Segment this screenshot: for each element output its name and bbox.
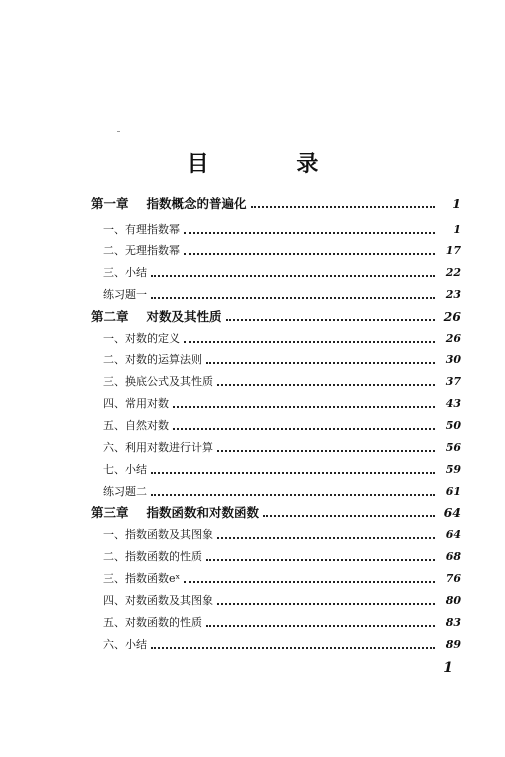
toc-entry-label [103, 594, 213, 608]
toc-section-row [91, 266, 461, 280]
toc-entry-text: 二、无理指数幂 [103, 244, 180, 257]
dot-leader [151, 493, 435, 496]
toc-page-number: 76 [445, 572, 461, 585]
toc-entry-text: 三、小结 [103, 266, 147, 279]
dot-leader [184, 340, 435, 343]
toc-entry-text: 五、自然对数 [103, 419, 169, 432]
toc-entry-text: 六、小结 [103, 638, 147, 651]
toc-page-number: 26 [445, 332, 461, 345]
toc-section-row [91, 244, 461, 258]
toc-entry-label [103, 419, 169, 433]
toc-exercise-row [91, 485, 461, 499]
toc-page-number: 1 [453, 223, 461, 236]
toc-entry-text: 五、对数函数的性质 [103, 616, 202, 629]
dot-leader [151, 646, 435, 649]
dot-leader [206, 361, 435, 364]
toc-page-number: 26 [443, 309, 461, 324]
dot-leader [217, 449, 435, 452]
toc-section-row [91, 463, 461, 477]
toc-page-number: 30 [445, 353, 461, 366]
toc-entry-label [91, 506, 259, 520]
toc-entry-label [103, 288, 147, 302]
dot-leader [151, 296, 435, 299]
toc-entry-label [103, 397, 169, 411]
toc-entry-text: 指数函数和对数函数 [146, 505, 260, 520]
toc-section-row [91, 353, 461, 367]
toc-entry-text: 二、对数的运算法则 [103, 353, 202, 366]
toc-entry-label [103, 463, 147, 477]
toc-page-number: 64 [443, 505, 461, 520]
toc-entry-text: 六、利用对数进行计算 [103, 441, 213, 454]
toc-chapter-row [91, 197, 461, 211]
dot-leader [184, 580, 435, 583]
toc-entry-label [103, 266, 147, 280]
toc-section-row [91, 332, 461, 346]
toc-page-number: 43 [445, 397, 461, 410]
toc-entry-text: 一、有理指数幂 [103, 223, 180, 236]
toc-entry-label [103, 550, 202, 564]
toc-entry-text: 二、指数函数的性质 [103, 550, 202, 563]
toc-entry-label [103, 375, 213, 389]
toc-section-row [91, 594, 461, 608]
toc-section-row [91, 616, 461, 630]
chapter-number: 第一章 [91, 196, 129, 211]
dot-leader [226, 318, 435, 321]
toc-entry-text: 七、小结 [103, 463, 147, 476]
toc-section-row [91, 528, 461, 542]
toc-entry-text: 四、常用对数 [103, 397, 169, 410]
chapter-number: 第三章 [91, 505, 129, 520]
toc-section-row [91, 397, 461, 411]
toc-page-number: 59 [445, 463, 461, 476]
toc-entry-text: 对数及其性质 [146, 309, 222, 324]
toc-section-row [91, 375, 461, 389]
dot-leader [251, 205, 435, 208]
toc-entry-text: 一、对数的定义 [103, 332, 180, 345]
toc-entry-text: 练习题二 [103, 485, 147, 498]
toc-section-row [91, 223, 461, 237]
dot-leader [184, 231, 435, 234]
toc-page-number: 23 [445, 288, 461, 301]
toc-entry-label [103, 485, 147, 499]
dot-leader [263, 514, 435, 517]
toc-entry-label [103, 223, 180, 237]
toc-page-number: 68 [445, 550, 461, 563]
toc-entry-label [103, 244, 180, 258]
toc-entry-label [103, 616, 202, 630]
toc-page-number: 89 [445, 638, 461, 651]
toc-entry-label [103, 332, 180, 346]
dot-leader [217, 602, 435, 605]
toc-page-number: 80 [445, 594, 461, 607]
toc-section-row [91, 441, 461, 455]
toc-entry-text: 练习题一 [103, 288, 147, 301]
toc-page-number: 22 [445, 266, 461, 279]
toc-entry-label [91, 197, 247, 211]
dot-leader [206, 624, 435, 627]
page-title: 目 录 [186, 152, 359, 177]
toc-entry-text: 指数概念的普遍化 [146, 196, 247, 211]
toc-entry-label [91, 310, 222, 324]
toc-page-number: 37 [445, 375, 461, 388]
toc-entry-text: 一、指数函数及其图象 [103, 528, 213, 541]
toc-page-number: 61 [445, 485, 461, 498]
dot-leader [151, 274, 435, 277]
dot-leader [217, 536, 435, 539]
toc-page-number: 17 [445, 244, 461, 257]
toc-entry-text: 四、对数函数及其图象 [103, 594, 213, 607]
toc-exercise-row [91, 288, 461, 302]
toc-entry-label [103, 441, 213, 455]
toc-page-number: 50 [445, 419, 461, 432]
toc-entry-text: 三、换底公式及其性质 [103, 375, 213, 388]
scan-speck [117, 131, 120, 132]
toc-page-number: 56 [445, 441, 461, 454]
dot-leader [173, 427, 435, 430]
toc-section-row [91, 419, 461, 433]
toc-chapter-row [91, 310, 461, 324]
toc-entry-label [103, 638, 147, 652]
toc-page-number: 1 [452, 196, 461, 211]
dot-leader [151, 471, 435, 474]
toc-entry-text: 三、指数函数eˣ [103, 572, 181, 585]
toc-section-row [91, 550, 461, 564]
toc-page-number: 64 [445, 528, 461, 541]
toc-page-number: 83 [445, 616, 461, 629]
toc-chapter-row [91, 506, 461, 520]
dot-leader [217, 383, 435, 386]
dot-leader [184, 252, 435, 255]
toc-entry-label [103, 528, 213, 542]
dot-leader [173, 405, 435, 408]
dot-leader [206, 558, 435, 561]
toc-entry-label [103, 572, 180, 586]
toc-section-row [91, 572, 461, 586]
toc-entry-label [103, 353, 202, 367]
toc-section-row [91, 638, 461, 652]
chapter-number: 第二章 [91, 309, 129, 324]
page-number: 1 [443, 660, 453, 676]
